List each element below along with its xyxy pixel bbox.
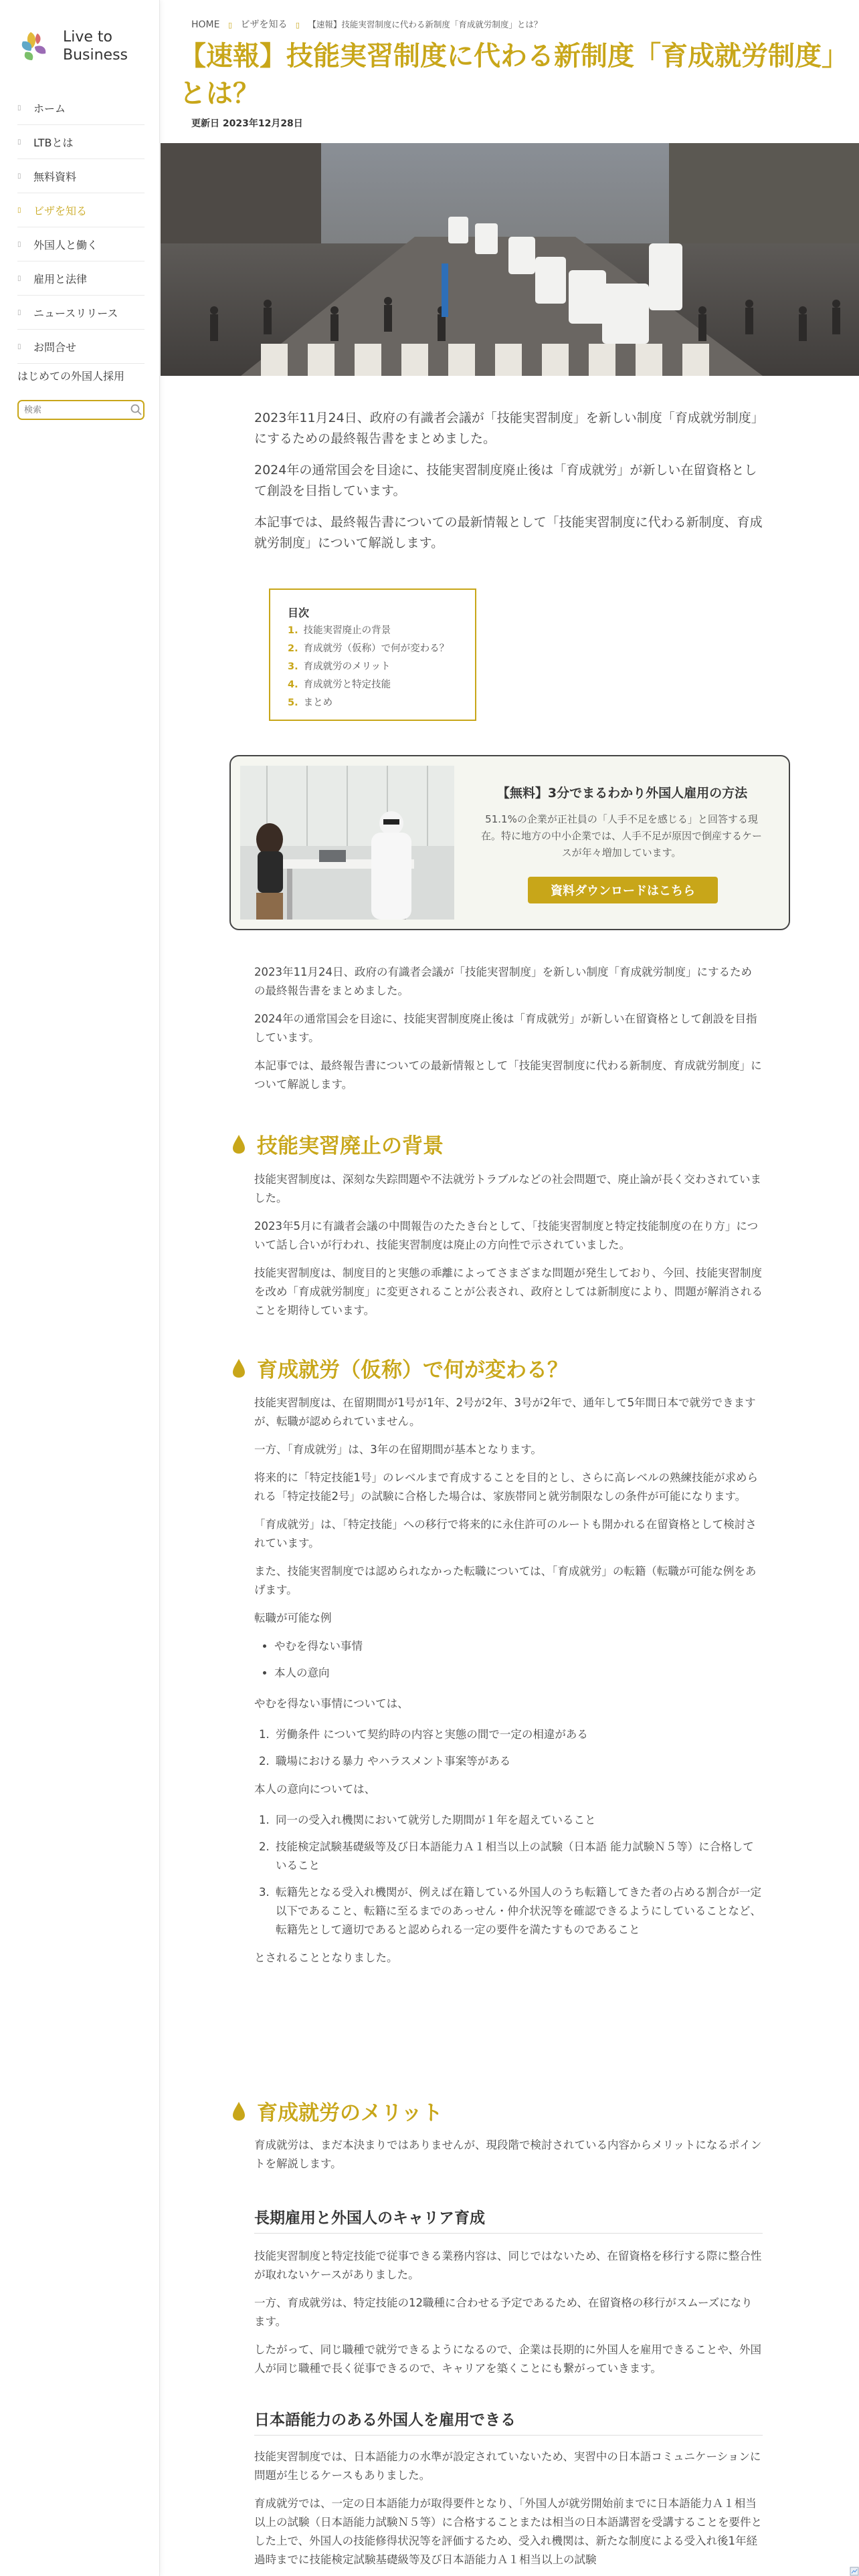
intro-paragraph: 本記事では、最終報告書についての最新情報として「技能実習制度に代わる新制度、育成就労制度」について解説します。	[254, 515, 763, 550]
list-item: 1. 労働条件 について契約時の内容と実態の間で一定の相違がある	[273, 1725, 763, 1744]
toc-item[interactable]: 3. 育成就労のメリット	[288, 661, 391, 672]
nav-bullet-icon: ▯	[17, 308, 21, 316]
cta-title: 【無料】3分でまるわかり外国人雇用の方法	[496, 786, 748, 800]
toc-list	[288, 622, 449, 712]
cta-description: 51.1%の企業が正社員の「人手不足を感じる」と回答する現在。特に地方の中小企業では、人手不足が原因で倒産するケースが年々増加しています。	[480, 813, 762, 859]
body-paragraph: 2023年5月に有識者会議の中間報告のたたき台として、「技能実習制度と特定技能制度の在り方」について話し合いが行われ、技能実習制度は廃止の方向性で示されていました。	[254, 1220, 759, 1251]
intro-section	[254, 408, 763, 554]
first-hire-link[interactable]: はじめての外国人採用	[17, 370, 125, 383]
logo-leaves-icon	[17, 28, 55, 66]
sidebar-item-label: 外国人と働く	[33, 238, 98, 251]
sidebar-item-label: 無料資料	[33, 170, 77, 183]
body-paragraph: 転職が可能な例	[254, 1612, 332, 1624]
body-paragraph: 将来的に「特定技能1号」のレベルまで育成することを目的とし、さらに高レベルの熟練技能が求められる「特定技能2号」の試験に合格した場合は、家族帯同と就労制限なしの条件が可能になります。	[254, 1471, 758, 1503]
cta-photo-illustration	[240, 766, 454, 920]
list-item: • 本人の意向	[274, 1660, 763, 1687]
intro-paragraph: 2024年の通常国会を目途に、技能実習制度廃止後は「育成就労」が新しい在留資格として創設を目指しています。	[254, 1012, 757, 1044]
intro-paragraph: 2023年11月24日、政府の有識者会議が「技能実習制度」を新しい制度「育成就労制度」にするための最終報告書をまとめました。	[254, 966, 752, 997]
subsection2-body	[254, 2448, 763, 2569]
sidebar-nav	[17, 91, 145, 364]
search-input[interactable]	[23, 405, 126, 416]
list-item: • やむを得ない事情	[274, 1633, 763, 1660]
body-paragraph: 育成就労では、一定の日本語能力が取得要件となり、「外国人が就労開始前までに日本語能力Ａ１相当以上の試験（日本語能力試験Ｎ５等）に合格することまたは相当の日本語講習を受講することを要件とした上で、外国人の技能修得状況等を評価するため、受入れ機関は、新たな制度による受入れ後1年経過時までに技能検定試験基礎級等及び日本語能力Ａ１相当以上の試験	[254, 2497, 762, 2566]
list-item: 1. 同一の受入れ機関において就労した期間が１年を超えていること	[273, 1811, 763, 1830]
sidebar-item-label: お問合せ	[33, 340, 77, 354]
sidebar-item-label: ホーム	[33, 102, 66, 115]
nav-bullet-icon: ▯	[17, 240, 21, 248]
sidebar-item-law[interactable]	[17, 261, 145, 296]
sidebar-item-home[interactable]	[17, 91, 145, 125]
breadcrumb-separator-icon: ▯	[295, 21, 300, 29]
numbered-list	[254, 1725, 763, 1771]
sidebar-item-label: 雇用と法律	[33, 272, 88, 286]
toc-item[interactable]: 1. 技能実習廃止の背景	[288, 625, 391, 636]
nav-bullet-icon: ▯	[17, 274, 21, 282]
list-item: 2. 技能検定試験基礎級等及び日本語能力Ａ１相当以上の試験（日本語 能力試験Ｎ５等）に合格していること	[273, 1838, 763, 1875]
sidebar-item-label: ビザを知る	[33, 204, 88, 217]
cta-office-photo	[240, 766, 454, 920]
body-paragraph: とされることとなりました。	[254, 1951, 398, 1964]
toc-item[interactable]: 2. 育成就労（仮称）で何が変わる？	[288, 643, 450, 654]
list-item: 2. 職場における暴力 やハラスメント事案等がある	[273, 1752, 763, 1771]
intro-repeat-section	[254, 963, 763, 1094]
breadcrumb-separator-icon: ▯	[227, 21, 232, 29]
section-heading	[231, 1129, 780, 1159]
toc-item[interactable]: 4. 育成就労と特定技能	[288, 679, 391, 690]
search-box	[17, 400, 145, 420]
body-paragraph: 技能実習制度は、制度目的と実態の乖離によってさまざまな問題が発生しており、今回、技能実習制度を改め「育成就労制度」に変更されることが公表され、政府としては新制度により、問題が解消されることを期待しています。	[254, 1267, 763, 1317]
logo-wordmark: Live to Business	[63, 29, 128, 64]
sidebar-item-visa[interactable]	[17, 193, 145, 227]
section-heading-text: 技能実習廃止の背景	[257, 1134, 444, 1158]
nav-bullet-icon: ▯	[17, 342, 21, 350]
updated-date: 更新日 2023年12月28日	[191, 118, 303, 129]
sidebar-item-free-materials[interactable]	[17, 159, 145, 193]
body-paragraph: やむを得ない事情については、	[254, 1697, 409, 1710]
sidebar-item-label: LTBとは	[33, 136, 74, 149]
section-heading	[231, 2096, 780, 2126]
toc-item[interactable]: 5. まとめ	[288, 697, 333, 708]
drop-icon	[231, 2101, 246, 2122]
numbered-list	[254, 1811, 763, 1939]
section-heading	[231, 1353, 780, 1383]
sidebar-item-label: ニュースリリース	[33, 306, 118, 320]
section1-body	[254, 1170, 763, 1320]
sidebar	[0, 0, 160, 2576]
intro-paragraph: 2024年の通常国会を目途に、技能実習制度廃止後は「育成就労」が新しい在留資格として創設を目指しています。	[254, 463, 757, 498]
breadcrumb-home[interactable]: HOME	[191, 19, 220, 30]
body-paragraph: 「育成就労」は、「特定技能」への移行で将来的に永住許可のルートも開かれる在留資格として検討されています。	[254, 1518, 757, 1549]
intro-paragraph: 本記事では、最終報告書についての最新情報として「技能実習制度に代わる新制度、育成就労制度」について解説します。	[254, 1059, 762, 1091]
drop-icon	[231, 1134, 246, 1155]
drop-icon	[231, 1358, 246, 1379]
section-heading-text: 育成就労（仮称）で何が変わる？	[257, 1358, 568, 1382]
broken-image-icon	[850, 2567, 859, 2576]
body-paragraph: 技能実習制度は、在留期間が1号が1年、2号が2年、3号が2年で、通年して5年間日本で就労できますが、転職が認められていません。	[254, 1396, 756, 1428]
sidebar-item-about[interactable]	[17, 125, 145, 159]
body-paragraph: 技能実習制度では、日本語能力の水準が設定されていないため、実習中の日本語コミュニケーションに問題が生じるケースもありました。	[254, 2450, 761, 2482]
body-paragraph: 一方、「育成就労」は、3年の在留期間が基本となります。	[254, 1443, 542, 1456]
body-paragraph: 本人の意向については、	[254, 1783, 376, 1796]
sidebar-item-news[interactable]	[17, 296, 145, 330]
nav-bullet-icon: ▯	[17, 138, 21, 146]
nav-bullet-icon: ▯	[17, 206, 21, 214]
table-of-contents	[269, 588, 476, 721]
breadcrumb-visa[interactable]: ビザを知る	[240, 19, 288, 30]
bullet-list	[254, 1633, 763, 1687]
hero-illustration	[161, 143, 859, 376]
subsection-heading: 長期雇用と外国人のキャリア育成	[254, 2206, 763, 2234]
subsection-heading: 日本語能力のある外国人を雇用できる	[254, 2407, 763, 2436]
breadcrumb	[191, 17, 547, 31]
site-logo[interactable]	[17, 25, 145, 66]
body-paragraph: 技能実習制度と特定技能で従事できる業務内容は、同じではないため、在留資格を移行する際に整合性が取れないケースがありました。	[254, 2250, 762, 2281]
section3-intro	[254, 2136, 763, 2173]
list-item: 3. 転籍先となる受入れ機関が、例えば在籍している外国人のうち転籍してきた者の占める割合が一定以下であること、転籍に至るまでのあっせん・仲介状況等を確認できるようにしていることなど、転籍先として適切であると認められる一定の要件を満たすものであること	[273, 1883, 763, 1939]
page-title: 【速報】技能実習制度に代わる新制度「育成就労制度」とは？	[179, 41, 835, 109]
body-paragraph: また、技能実習制度では認められなかった転職については、「育成就労」の転籍（転職が可能な例をあげます。	[254, 1565, 757, 1596]
cta-banner	[229, 755, 790, 930]
section2-body	[254, 1394, 763, 1967]
nav-bullet-icon: ▯	[17, 172, 21, 180]
subsection1-body	[254, 2247, 763, 2378]
sidebar-item-work[interactable]	[17, 227, 145, 261]
section-heading-text: 育成就労のメリット	[257, 2101, 443, 2125]
toc-title: 目次	[288, 607, 310, 619]
intro-paragraph: 2023年11月24日、政府の有識者会議が「技能実習制度」を新しい制度「育成就労制度」にするための最終報告書をまとめました。	[254, 411, 758, 446]
body-paragraph: 一方、育成就労は、特定技能の12職種に合わせる予定であるため、在留資格の移行がスムーズになります。	[254, 2296, 753, 2328]
body-paragraph: 育成就労は、まだ本決まりではありませんが、現段階で検討されている内容からメリットになるポイントを解説します。	[254, 2139, 762, 2170]
download-button[interactable]: 資料ダウンロードはこちら	[528, 877, 718, 903]
hero-image-crosswalk	[161, 143, 859, 376]
sidebar-item-contact[interactable]	[17, 330, 145, 364]
search-icon[interactable]	[130, 403, 143, 417]
body-paragraph: したがって、同じ職種で就労できるようになるので、企業は長期的に外国人を雇用できることや、外国人が同じ職種で長く従事できるので、キャリアを築くことにも繋がっていきます。	[254, 2343, 762, 2375]
nav-bullet-icon: ▯	[17, 104, 21, 112]
breadcrumb-current: 【速報】技能実習制度に代わる新制度「育成就労制度」とは？	[308, 19, 543, 29]
body-paragraph: 技能実習制度は、深刻な失踪問題や不法就労トラブルなどの社会問題で、廃止論が長く交わされていました。	[254, 1173, 762, 1204]
